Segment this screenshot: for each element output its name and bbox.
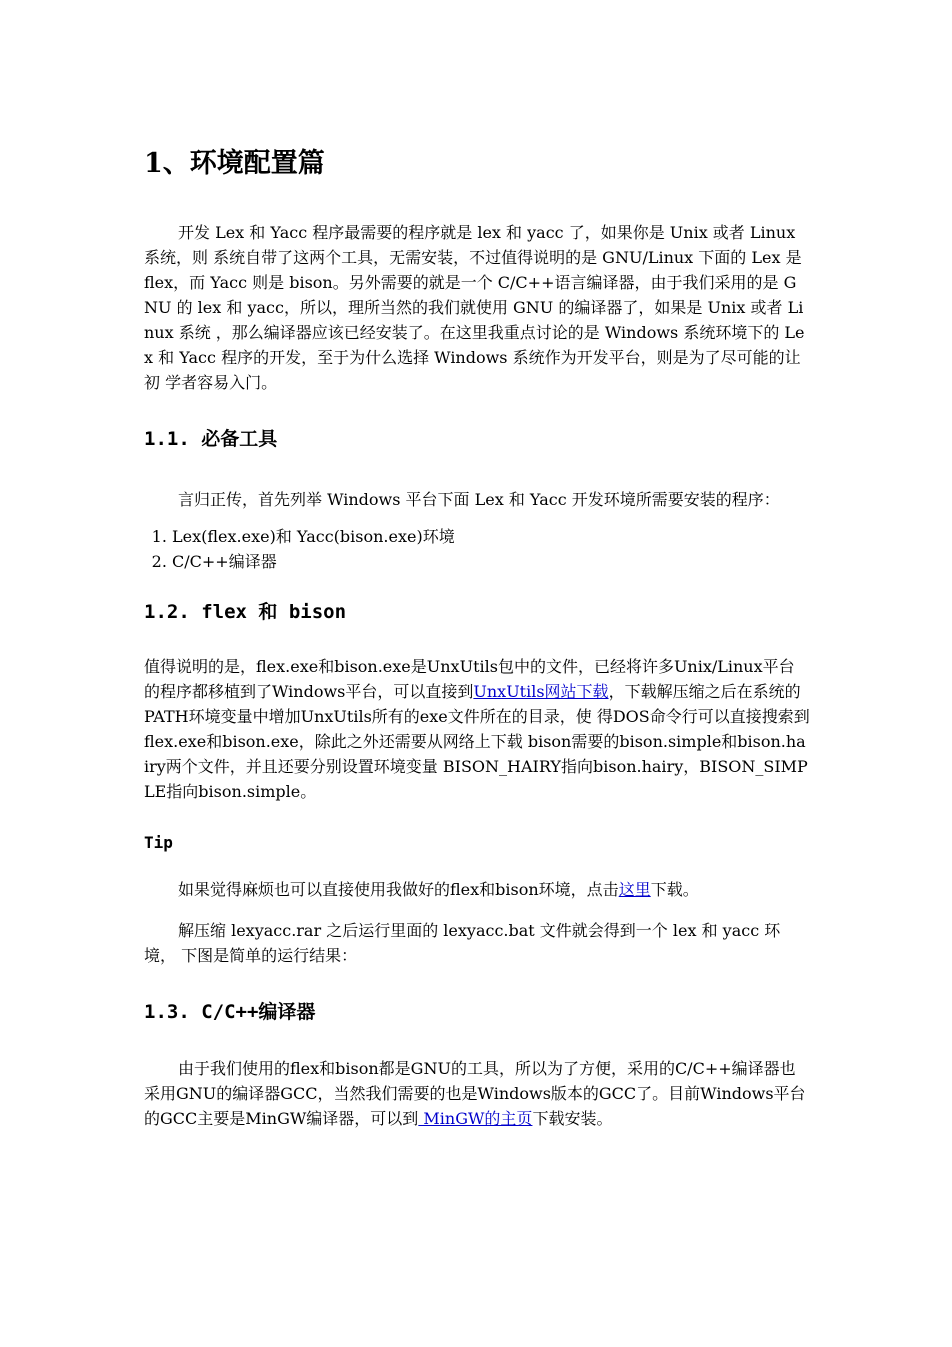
section-1-1-intro: 言归正传，首先列举 Windows 平台下面 Lex 和 Yacc 开发环境所需要安装的程序： — [178, 490, 780, 509]
document-body — [144, 140, 810, 1131]
section-1-3-paragraph — [144, 1056, 810, 1131]
section-1-heading: 1、环境配置篇 — [144, 148, 325, 179]
section-1-2-text-end: ，下载解压缩之后在系统的PATH环境变量中增加UnxUtils所有的exe文件所在的目录，使 得DOS命令行可以直接搜索到flex.exe和bison.exe，除此之外还需要从网络上下载 bison需要的bison.simple和bison.hairy两个文件，并且还要分别设置环境变量 BISON_HAIRY指向bison.hairy，BISON_SIMPLE指向bison.simple。 — [144, 682, 810, 801]
section-1-2-heading: 1.2. flex 和 bison — [144, 601, 347, 623]
required-tools-list — [144, 524, 810, 574]
section-1-2-text-start: 值得说明的是，flex.exe和bison.exe是UnxUtils包中的文件，已经将许多Unix/Linux平台的程序都移植到了Windows平台，可以直接到 — [144, 657, 795, 701]
tip-text-start: 如果觉得麻烦也可以直接使用我做好的flex和bison环境，点击 — [178, 880, 619, 899]
tip-label: Tip — [144, 833, 173, 852]
section-1-3-heading: 1.3. C/C++编译器 — [144, 1001, 316, 1023]
section-1-3-text-start: 由于我们使用的flex和bison都是GNU的工具，所以为了方便，采用的C/C++编译器也 采用GNU的编译器GCC，当然我们需要的也是Windows版本的GCC了。目前Windows平台 的GCC主要是MinGW编译器，可以到 — [144, 1059, 806, 1128]
here-download-link[interactable]: 这里 — [618, 880, 651, 899]
tip-text-end: 下载。 — [650, 880, 699, 899]
section-1-3-text-end: 下载安装。 — [532, 1109, 613, 1128]
section-1-2-paragraph — [144, 654, 810, 804]
section-1-intro: 开发 Lex 和 Yacc 程序最需要的程序就是 lex 和 yacc 了，如果你是 Unix 或者 Linux 系统，则 系统自带了这两个工具，无需安装，不过值得说明的是 GNU/Linux 下面的 Lex 是 flex，而 Yacc 则是 bison。另外需要的就是一个 C/C++语言编译器，由于我们采用的是 GNU 的 lex 和 yacc，所以，理所当然的我们就使用 GNU 的编译器了，如果是 Unix 或者 Linux 系统 ，那么编译器应该已经安装了。在这里我重点讨论的是 Windows 系统环境下的 Lex 和 Yacc 程序的开发，至于为什么选择 Windows 系统作为开发平台，则是为了尽可能的让初 学者容易入门。 — [144, 223, 805, 392]
tip-paragraph — [144, 877, 810, 902]
list-item: 2. C/C++编译器 — [172, 549, 810, 574]
unxutils-download-link[interactable]: UnxUtils网站下载 — [473, 682, 609, 701]
list-item: 1. Lex(flex.exe)和 Yacc(bison.exe)环境 — [172, 524, 810, 549]
mingw-homepage-link[interactable]: MinGW的主页 — [418, 1109, 533, 1128]
lexyacc-paragraph: 解压缩 lexyacc.rar 之后运行里面的 lexyacc.bat 文件就会得到一个 lex 和 yacc 环境， 下图是简单的运行结果： — [144, 921, 781, 965]
section-1-1-heading: 1.1. 必备工具 — [144, 428, 278, 450]
